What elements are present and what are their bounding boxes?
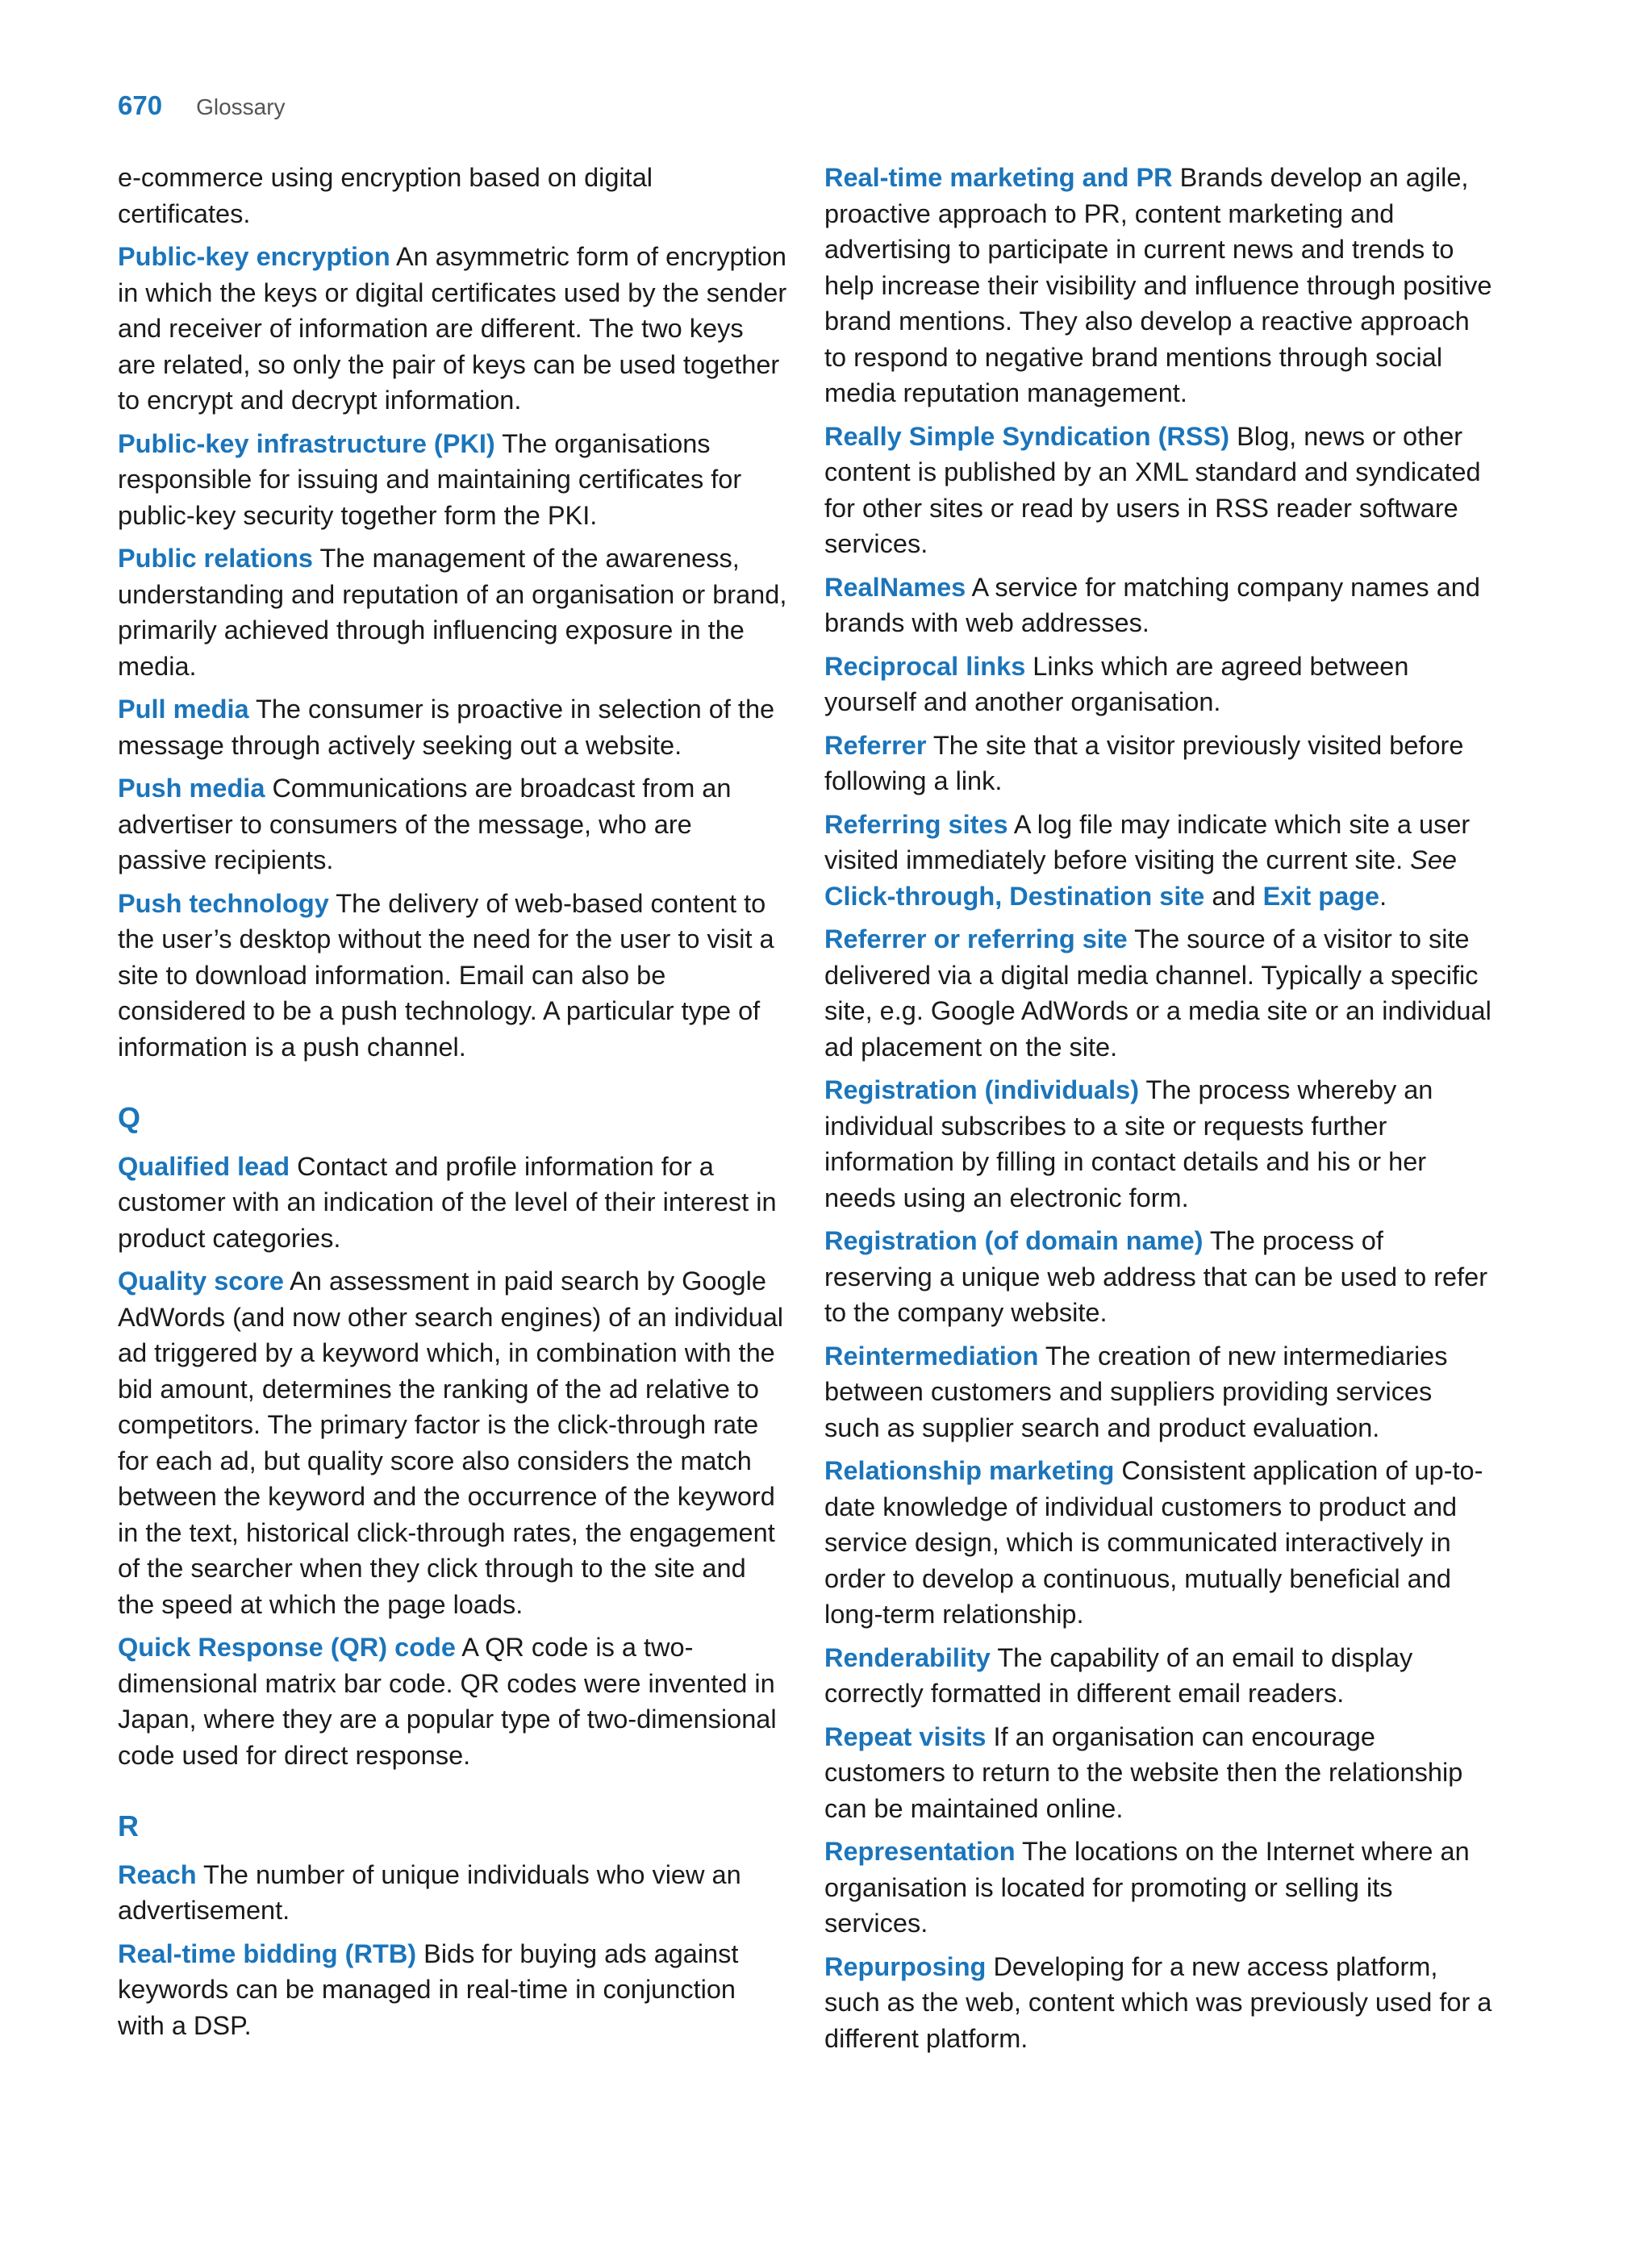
glossary-term: Referrer bbox=[824, 730, 927, 760]
left-column bbox=[118, 160, 787, 2051]
glossary-entry bbox=[824, 419, 1494, 562]
glossary-definition: An asymmetric form of encryption in which the keys or digital certificates used by the sender and receiver of information are different. The two keys are related, so only the pair of keys can be used together to encrypt and decrypt information. bbox=[118, 242, 787, 415]
glossary-definition: Bids for buying ads against keywords can be managed in real-time in conjunction with a DSP. bbox=[118, 1938, 739, 2040]
section-heading-r: R bbox=[118, 1809, 139, 1842]
glossary-term: Public relations bbox=[118, 544, 314, 573]
glossary-entry bbox=[118, 1857, 787, 1929]
glossary-term: RealNames bbox=[824, 572, 966, 602]
glossary-definition: The management of the awareness, understanding and reputation of an organisation or brand, primarily achieved through influencing exposure in the media. bbox=[118, 544, 787, 681]
glossary-definition: An assessment in paid search by Google AdWords (and now other search engines) of an individual ad triggered by a keyword which, in combination with the bid amount, determines the ranking of the ad relative to competitors. The primary factor is the click-through rate for each ad, but quality score also considers the match between the keyword and the occurrence of the keyword in the text, historical click-through rates, the engagement of the searcher when they click through to the site and the speed at which the page loads. bbox=[118, 1266, 784, 1619]
glossary-entry bbox=[824, 649, 1494, 720]
glossary-entry bbox=[824, 1949, 1494, 2057]
glossary-term: Repurposing bbox=[824, 1951, 987, 1981]
glossary-definition: Consistent application of up-to-date knowledge of individual customers to product and service design, which is communicated interactively in order to develop a continuous, mutually beneficial and long-term relationship. bbox=[824, 1456, 1483, 1629]
glossary-term: Referring sites bbox=[824, 809, 1008, 839]
glossary-term: Reach bbox=[118, 1859, 197, 1889]
glossary-entry bbox=[118, 770, 787, 878]
glossary-term: Public-key infrastructure (PKI) bbox=[118, 428, 495, 458]
glossary-definition: A service for matching company names and brands with web addresses. bbox=[824, 572, 1480, 637]
glossary-definition: The process whereby an individual subscribes to a site or requests further information by filling in contact details and his or her needs using an electronic form. bbox=[824, 1075, 1433, 1212]
glossary-term: Push media bbox=[118, 774, 265, 803]
page-header bbox=[118, 90, 286, 121]
glossary-definition: Brands develop an agile, proactive approach to PR, content marketing and advertising to participate in current news and trends to help increase their visibility and influence through positive brand mentions. They also develop a reactive approach to respond to negative brand mentions through social media reputation management. bbox=[824, 163, 1492, 407]
glossary-definition: Communications are broadcast from an advertiser to consumers of the message, who are passive recipients. bbox=[118, 774, 732, 874]
glossary-term: Reciprocal links bbox=[824, 651, 1026, 681]
entries-p-group bbox=[118, 239, 787, 1065]
glossary-term: Quality score bbox=[118, 1266, 284, 1296]
glossary-entry bbox=[118, 1149, 787, 1257]
glossary-entry bbox=[824, 728, 1494, 799]
glossary-entry bbox=[824, 1640, 1494, 1712]
glossary-entry-referring-sites bbox=[824, 807, 1494, 915]
glossary-term: Real-time bidding (RTB) bbox=[118, 1938, 417, 1968]
glossary-definition: The locations on the Internet where an organisation is located for promoting or selling its services. bbox=[824, 1837, 1470, 1938]
right-column bbox=[824, 160, 1494, 2063]
glossary-term: Real-time marketing and PR bbox=[824, 163, 1173, 192]
glossary-entry bbox=[824, 921, 1494, 1065]
glossary-definition: The site that a visitor previously visited before following a link. bbox=[824, 730, 1464, 795]
glossary-entry bbox=[118, 691, 787, 763]
glossary-term: Registration (individuals) bbox=[824, 1075, 1140, 1104]
entries-group-a bbox=[824, 160, 1494, 799]
glossary-definition: A QR code is a two-dimensional matrix bar code. QR codes were invented in Japan, where they are a popular type of two-dimensional code used for direct response. bbox=[118, 1633, 777, 1770]
glossary-definition: The number of unique individuals who view an advertisement. bbox=[118, 1859, 741, 1925]
entries-r-group bbox=[118, 1857, 787, 2044]
glossary-entry bbox=[824, 1223, 1494, 1331]
glossary-term: Public-key encryption bbox=[118, 242, 390, 271]
glossary-term: Quick Response (QR) code bbox=[118, 1633, 456, 1662]
glossary-entry bbox=[824, 1453, 1494, 1633]
glossary-definition: Contact and profile information for a customer with an indication of the level of their interest in product categories. bbox=[118, 1151, 777, 1253]
glossary-term: Referrer or referring site bbox=[824, 924, 1128, 953]
glossary-term: Pull media bbox=[118, 695, 249, 724]
glossary-definition: Developing for a new access platform, such as the web, content which was previously used for a different platform. bbox=[824, 1951, 1492, 2053]
glossary-entry bbox=[824, 1338, 1494, 1446]
glossary-entry bbox=[118, 426, 787, 534]
page-number: 670 bbox=[118, 90, 163, 120]
glossary-definition: The process of reserving a unique web address that can be used to refer to the company website. bbox=[824, 1226, 1488, 1327]
see-also-label: See bbox=[1410, 845, 1457, 874]
glossary-definition: Blog, news or other content is published by an XML standard and syndicated for other sites or read by users in RSS reader software services. bbox=[824, 421, 1481, 558]
glossary-term: Qualified lead bbox=[118, 1151, 290, 1181]
glossary-definition: The organisations responsible for issuing and maintaining certificates for public-key security together form the PKI. bbox=[118, 428, 742, 530]
glossary-entry bbox=[824, 1834, 1494, 1942]
conjunction-text: and bbox=[1204, 881, 1263, 911]
glossary-definition: A log file may indicate which site a user visited immediately before visiting the current site. bbox=[824, 809, 1471, 874]
glossary-term: Reintermediation bbox=[824, 1341, 1039, 1371]
glossary-entry bbox=[118, 1936, 787, 2044]
entries-q-group bbox=[118, 1149, 787, 1774]
glossary-term: Registration (of domain name) bbox=[824, 1226, 1204, 1255]
glossary-term: Renderability bbox=[824, 1642, 991, 1672]
glossary-term: Really Simple Syndication (RSS) bbox=[824, 421, 1230, 451]
running-title: Glossary bbox=[196, 94, 286, 119]
glossary-term: Push technology bbox=[118, 888, 329, 918]
glossary-entry bbox=[118, 1630, 787, 1773]
section-heading-q: Q bbox=[118, 1101, 141, 1134]
glossary-definition: The delivery of web-based content to the user’s desktop without the need for the user to visit a site to download information. Email can also be considered to be a push technology. A particular type of information is a push channel. bbox=[118, 888, 774, 1062]
glossary-definition: If an organisation can encourage customers to return to the website then the relationship can be maintained online. bbox=[824, 1721, 1463, 1823]
sentence-end: . bbox=[1379, 881, 1387, 911]
cross-reference-link[interactable]: Click-through, Destination site bbox=[824, 881, 1205, 911]
glossary-entry bbox=[118, 540, 787, 684]
cross-reference-link[interactable]: Exit page bbox=[1262, 881, 1380, 911]
entries-group-b bbox=[824, 921, 1494, 2056]
glossary-entry bbox=[824, 160, 1494, 411]
continued-entry: e-commerce using encryption based on digital certificates. bbox=[118, 163, 653, 228]
glossary-entry bbox=[118, 1263, 787, 1622]
glossary-definition: The source of a visitor to site delivered via a digital media channel. Typically a specific site, e.g. Google AdWords or a media site or an individual ad placement on the site. bbox=[824, 924, 1491, 1062]
glossary-term: Representation bbox=[824, 1837, 1016, 1866]
glossary-entry bbox=[824, 1719, 1494, 1827]
glossary-definition: The creation of new intermediaries between customers and suppliers providing services such as supplier search and product evaluation. bbox=[824, 1341, 1448, 1442]
glossary-term: Repeat visits bbox=[824, 1721, 987, 1751]
glossary-definition: The consumer is proactive in selection of the message through actively seeking out a website. bbox=[118, 695, 775, 760]
glossary-entry bbox=[118, 886, 787, 1066]
glossary-term: Relationship marketing bbox=[824, 1456, 1115, 1485]
glossary-definition: Links which are agreed between yourself and another organisation. bbox=[824, 651, 1409, 716]
glossary-entry bbox=[824, 1072, 1494, 1216]
glossary-definition: The capability of an email to display correctly formatted in different email readers. bbox=[824, 1642, 1413, 1708]
glossary-entry bbox=[118, 239, 787, 419]
glossary-entry bbox=[824, 570, 1494, 641]
